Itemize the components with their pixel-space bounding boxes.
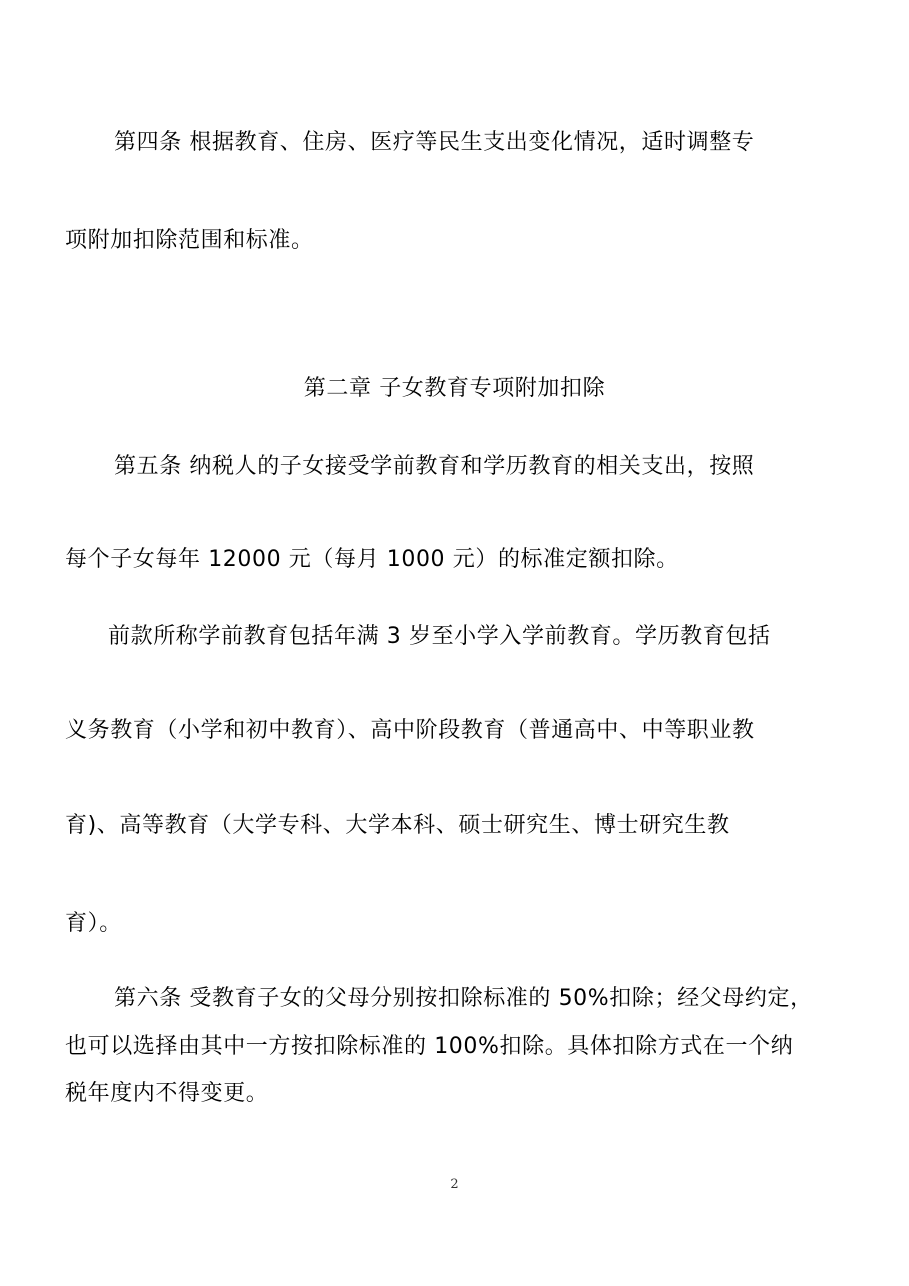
article-6-line-3: 税年度内不得变更。 <box>65 1081 269 1106</box>
article-5-para-2-line-4: 育）。 <box>65 911 122 936</box>
page-number: 2 <box>450 1177 459 1192</box>
article-5-para-2-line-2: 义务教育（小学和初中教育）、高中阶段教育（普通高中、中等职业教 <box>65 718 755 743</box>
article-5-line-2: 每个子女每年 12000 元（每月 1000 元）的标准定额扣除。 <box>65 547 679 572</box>
chapter-2-title: 第二章 子女教育专项附加扣除 <box>303 376 606 401</box>
article-6-line-2: 也可以选择由其中一方按扣除标准的 100%扣除。具体扣除方式在一个纳 <box>65 1034 794 1059</box>
article-5-para-2-line-1: 前款所称学前教育包括年满 3 岁至小学入学前教育。学历教育包括 <box>108 624 771 649</box>
article-4-line-2: 项附加扣除范围和标准。 <box>65 228 314 253</box>
article-5-para-2-line-3: 育)、高等教育（大学专科、大学本科、硕士研究生、博士研究生教 <box>65 813 730 838</box>
article-5-line-1: 第五条 纳税人的子女接受学前教育和学历教育的相关支出，按照 <box>114 454 755 479</box>
article-4-line-1: 第四条 根据教育、住房、医疗等民生支出变化情况，适时调整专 <box>114 130 755 155</box>
article-6-line-1: 第六条 受教育子女的父母分别按扣除标准的 50%扣除；经父母约定， <box>114 986 813 1011</box>
